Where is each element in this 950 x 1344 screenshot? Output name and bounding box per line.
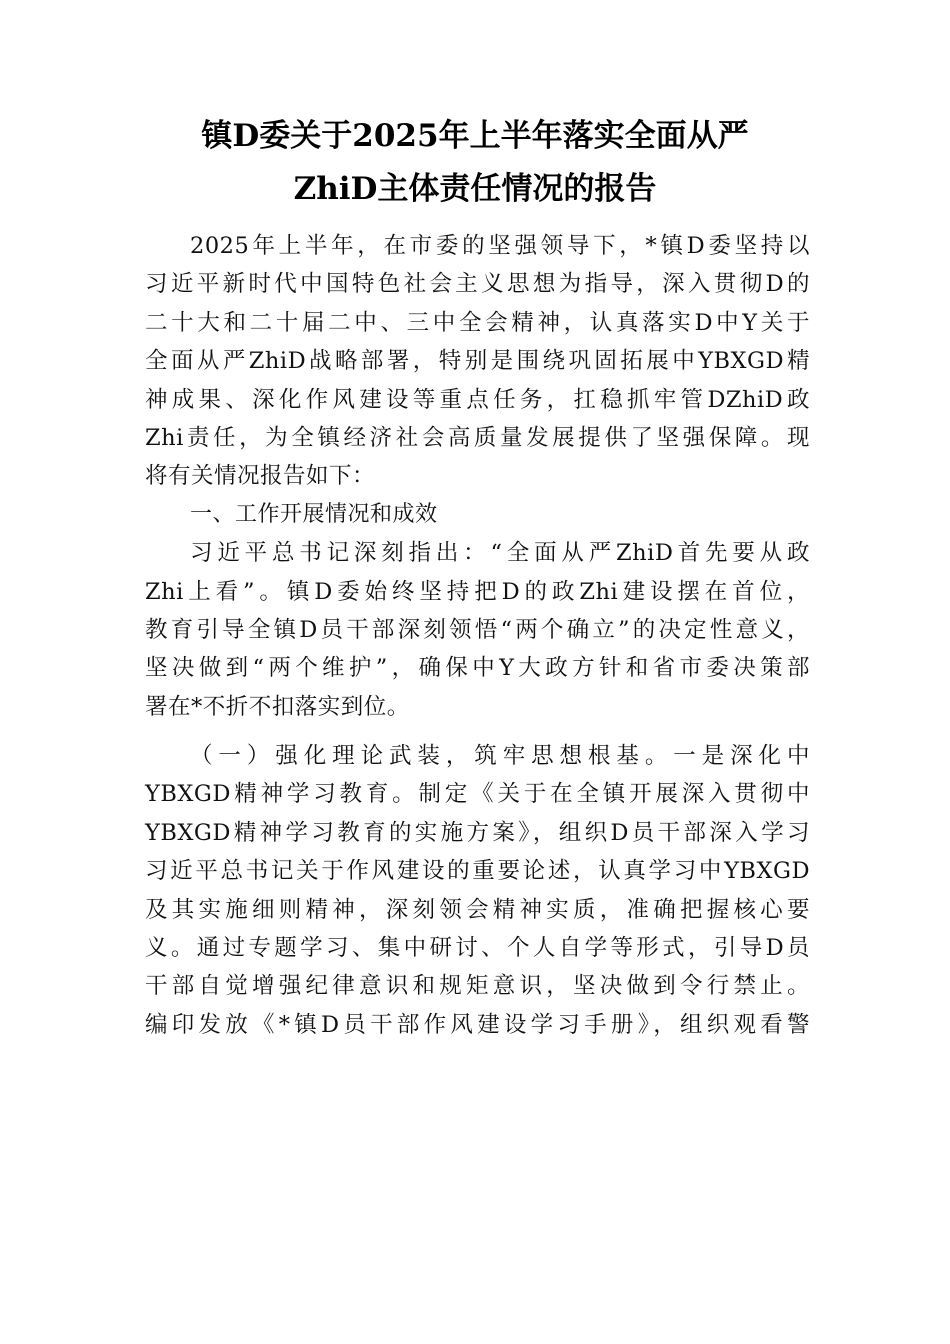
document-title — [140, 110, 810, 216]
text-line: 习近平总书记关于作风建设的重要论述，认真学习中YBXGD — [145, 858, 810, 885]
text-line: 教育引导全镇D员干部深刻领悟“两个确立”的决定性意义， — [145, 616, 810, 643]
paragraph-intro — [145, 227, 810, 496]
text-line: 习近平总书记深刻指出：“全面从严ZhiD首先要从政 — [190, 540, 810, 567]
paragraph-theory — [145, 737, 810, 1044]
text-line: 坚决做到“两个维护”，确保中Y大政方针和省市委决策部 — [145, 655, 810, 682]
text-line: Zhi上看”。镇D委始终坚持把D的政Zhi建设摆在首位， — [145, 578, 810, 605]
text-line: 2025年上半年，在市委的坚强领导下，*镇D委坚持以 — [190, 233, 810, 259]
text-line: 义。通过专题学习、集中研讨、个人自学等形式，引导D员 — [145, 935, 810, 962]
text-line: 编印发放《*镇D员干部作风建设学习手册》，组织观看警 — [145, 1011, 810, 1038]
text-line: 干部自觉增强纪律意识和规矩意识，坚决做到令行禁止。 — [145, 973, 810, 1000]
text-line: 二十大和二十届二中、三中全会精神，认真落实D中Y关于 — [145, 309, 810, 336]
text-line: 将有关情况报告如下： — [145, 463, 376, 490]
title-line-2: ZhiD主体责任情况的报告 — [293, 171, 657, 207]
text-line: 神成果、深化作风建设等重点任务，扛稳抓牢管DZhiD政 — [145, 386, 810, 413]
section-heading: 一、工作开展情况和成效 — [190, 501, 438, 527]
text-line: YBXGD精神学习教育的实施方案》，组织D员干部深入学习 — [145, 819, 810, 846]
text-line: 署在*不折不扣落实到位。 — [145, 693, 410, 720]
text-line: 及其实施细则精神，深刻领会精神实质，准确把握核心要 — [145, 896, 810, 923]
text-line: YBXGD精神学习教育。制定《关于在全镇开展深入贯彻中 — [145, 781, 810, 808]
title-line-1: 镇D委关于2025年上半年落实全面从严 — [201, 118, 749, 154]
text-line: （一）强化理论武装，筑牢思想根基。一是深化中 — [190, 743, 810, 770]
text-line: Zhi责任，为全镇经济社会高质量发展提供了坚强保障。现 — [145, 424, 810, 451]
text-line: 习近平新时代中国特色社会主义思想为指导，深入贯彻D的 — [145, 271, 810, 298]
paragraph-political — [145, 534, 810, 726]
text-line: 全面从严ZhiD战略部署，特别是围绕巩固拓展中YBXGD精 — [145, 348, 810, 375]
document-body — [145, 227, 810, 1044]
